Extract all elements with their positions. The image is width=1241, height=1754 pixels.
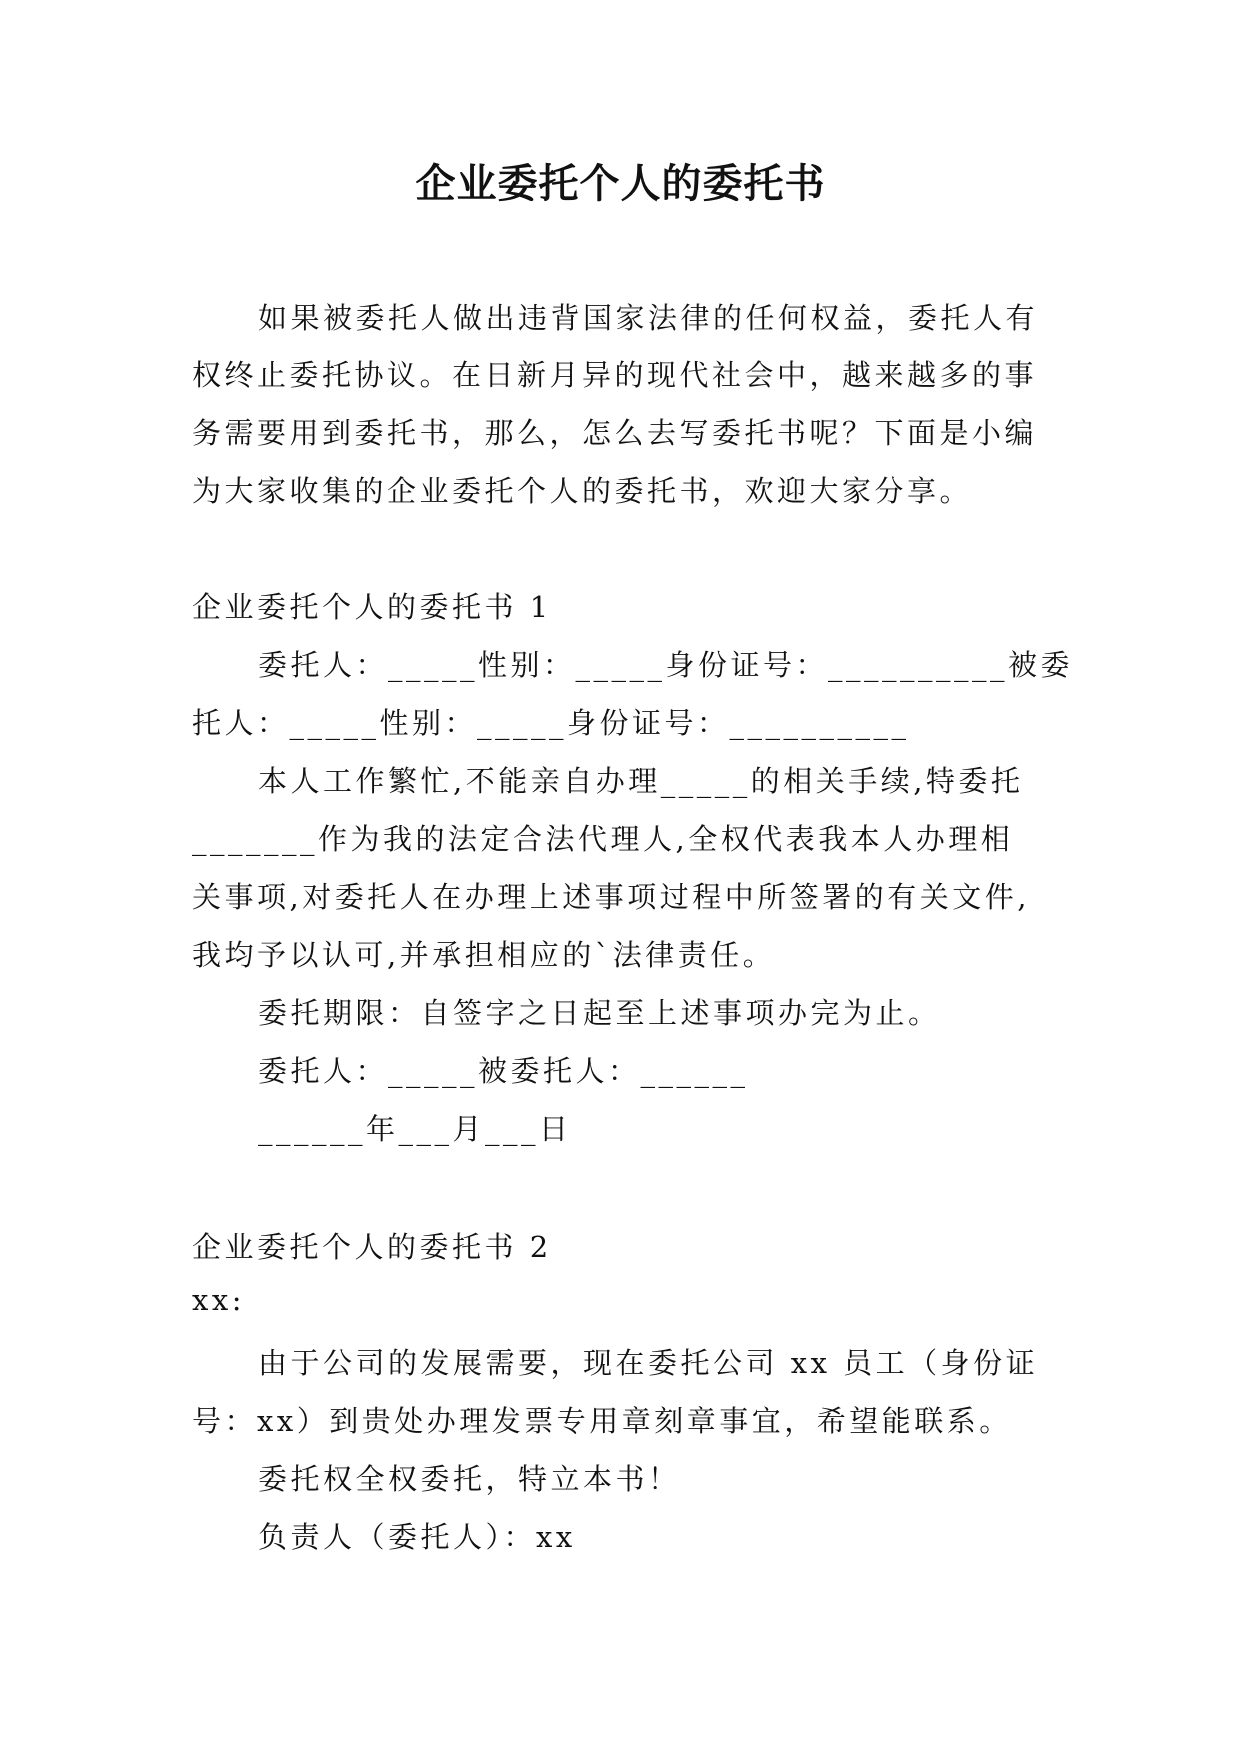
section2-line-4: 负责人（委托人）：xx	[258, 1520, 576, 1554]
section1-signature-line: 委托人：_____被委托人：______	[258, 1054, 749, 1088]
section2-salutation: xx:	[192, 1283, 245, 1317]
section1-line-5: 关事项,对委托人在办理上述事项过程中所签署的有关文件,	[192, 880, 1030, 914]
section1-line-4: _______作为我的法定合法代理人,全权代表我本人办理相	[192, 822, 1014, 856]
section1-term-line: 委托期限：自签字之日起至上述事项办完为止。	[258, 996, 941, 1030]
intro-line-4: 为大家收集的企业委托个人的委托书，欢迎大家分享。	[192, 474, 973, 508]
section2-line-3: 委托权全权委托，特立本书！	[258, 1462, 681, 1496]
document-title: 企业委托个人的委托书	[415, 160, 826, 207]
section2-line-2: 号：xx）到贵处办理发票专用章刻章事宜，希望能联系。	[192, 1404, 1012, 1438]
section1-heading: 企业委托个人的委托书 1	[192, 590, 552, 624]
intro-line-2: 权终止委托协议。在日新月异的现代社会中，越来越多的事	[192, 358, 1038, 392]
intro-line-1: 如果被委托人做出违背国家法律的任何权益，委托人有	[258, 301, 1039, 335]
section1-line-2: 托人：_____性别：_____身份证号：__________	[192, 706, 910, 740]
intro-line-3: 务需要用到委托书，那么，怎么去写委托书呢？下面是小编	[192, 416, 1038, 450]
section1-line-6: 我均予以认可,并承担相应的`法律责任。	[192, 938, 776, 972]
section1-date-line: ______年___月___日	[258, 1112, 572, 1146]
section2-heading: 企业委托个人的委托书 2	[192, 1230, 552, 1264]
section1-line-3: 本人工作繁忙,不能亲自办理_____的相关手续,特委托	[258, 764, 1024, 798]
section2-line-1: 由于公司的发展需要，现在委托公司 xx 员工（身份证	[258, 1346, 1039, 1380]
section1-line-1: 委托人：_____性别：_____身份证号：__________被委	[258, 648, 1074, 682]
